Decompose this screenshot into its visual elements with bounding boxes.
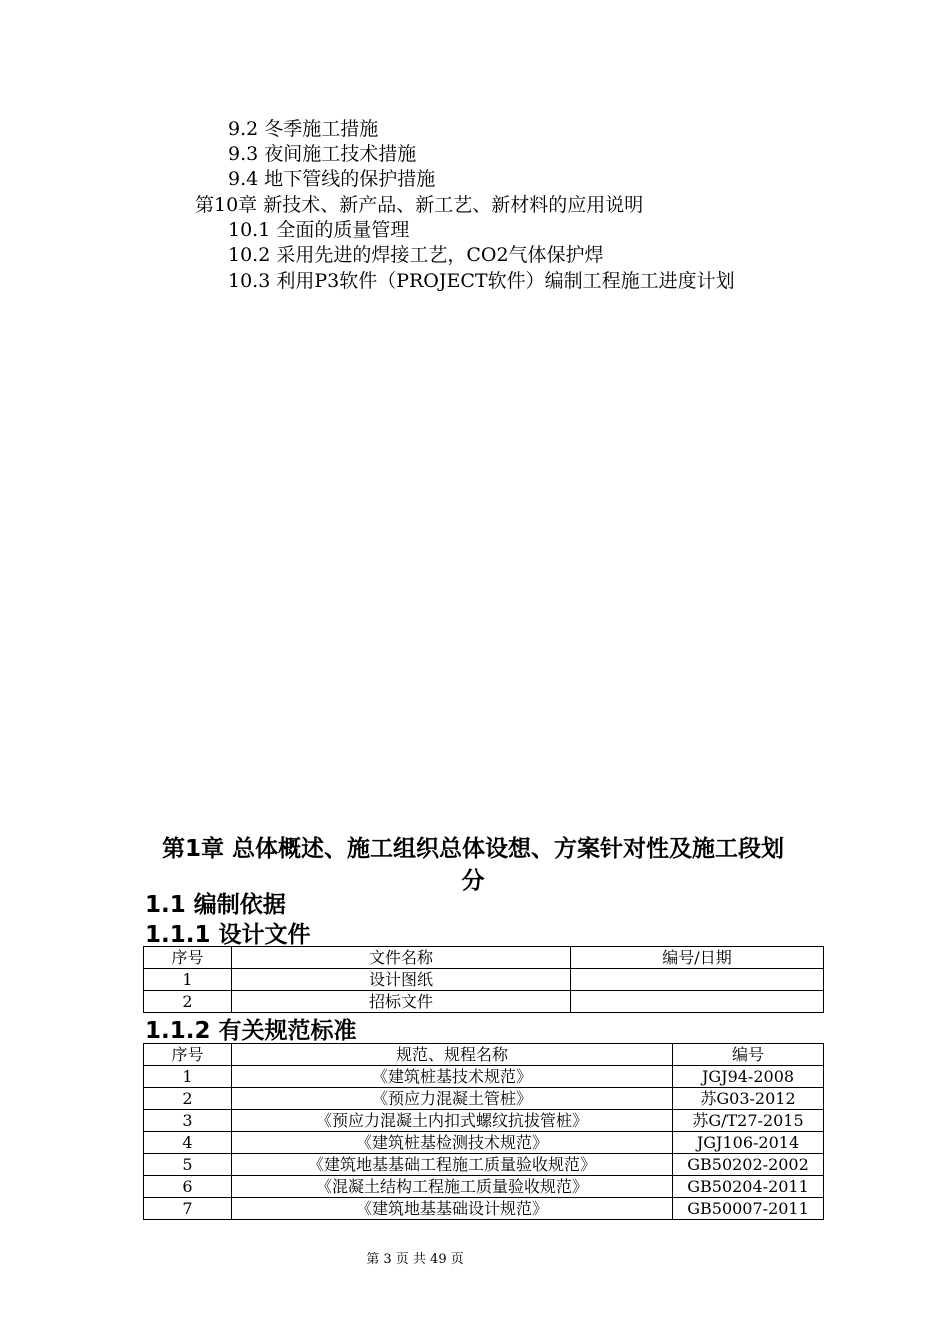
table-cell: 3 bbox=[144, 1110, 232, 1132]
table-cell: JGJ94-2008 bbox=[673, 1066, 824, 1088]
table-cell: 设计图纸 bbox=[232, 969, 571, 991]
table-row bbox=[144, 1132, 824, 1154]
table-row bbox=[144, 969, 824, 991]
table-row bbox=[144, 1154, 824, 1176]
design-documents-table bbox=[143, 946, 824, 1013]
table-row bbox=[144, 991, 824, 1013]
chapter-title bbox=[108, 833, 838, 897]
toc-item: 9.2 冬季施工措施 bbox=[228, 118, 379, 140]
toc-item: 10.3 利用P3软件（PROJECT软件）编制工程施工进度计划 bbox=[228, 270, 735, 292]
chapter-title-line2: 分 bbox=[461, 868, 485, 894]
toc-item: 9.4 地下管线的保护措施 bbox=[228, 168, 436, 190]
header-cell: 序号 bbox=[144, 1044, 232, 1066]
table-cell: GB50202-2002 bbox=[673, 1154, 824, 1176]
table-cell: 苏G/T27-2015 bbox=[673, 1110, 824, 1132]
table-cell: GB50007-2011 bbox=[673, 1198, 824, 1220]
table-cell: 《预应力混凝土内扣式螺纹抗拔管桩》 bbox=[232, 1110, 673, 1132]
table-cell: 苏G03-2012 bbox=[673, 1088, 824, 1110]
table-cell: JGJ106-2014 bbox=[673, 1132, 824, 1154]
table-row bbox=[144, 1088, 824, 1110]
table-cell: 2 bbox=[144, 991, 232, 1013]
table-cell bbox=[571, 991, 824, 1013]
toc-item: 10.1 全面的质量管理 bbox=[228, 219, 410, 241]
table-cell: 《建筑桩基技术规范》 bbox=[232, 1066, 673, 1088]
section-heading-1-1-2: 1.1.2 有关规范标准 bbox=[145, 1018, 357, 1044]
table-cell: 7 bbox=[144, 1198, 232, 1220]
table-cell bbox=[571, 969, 824, 991]
table-cell: 《建筑地基基础工程施工质量验收规范》 bbox=[232, 1154, 673, 1176]
chapter-title-line1: 第1章 总体概述、施工组织总体设想、方案针对性及施工段划 bbox=[161, 836, 784, 862]
standards-table bbox=[143, 1043, 824, 1220]
table-cell: 《混凝土结构工程施工质量验收规范》 bbox=[232, 1176, 673, 1198]
table-row bbox=[144, 1176, 824, 1198]
table-cell: 1 bbox=[144, 1066, 232, 1088]
table-cell: 《建筑桩基检测技术规范》 bbox=[232, 1132, 673, 1154]
section-heading-1-1-1: 1.1.1 设计文件 bbox=[145, 922, 311, 948]
table-cell: 5 bbox=[144, 1154, 232, 1176]
header-cell: 规范、规程名称 bbox=[232, 1044, 673, 1066]
table-row bbox=[144, 1066, 824, 1088]
table-row bbox=[144, 1110, 824, 1132]
table-cell: 招标文件 bbox=[232, 991, 571, 1013]
toc-item: 9.3 夜间施工技术措施 bbox=[228, 143, 417, 165]
table-cell: 《预应力混凝土管桩》 bbox=[232, 1088, 673, 1110]
header-cell: 序号 bbox=[144, 947, 232, 969]
table-header-row bbox=[144, 947, 824, 969]
table-header-row bbox=[144, 1044, 824, 1066]
toc-item: 10.2 采用先进的焊接工艺，CO2气体保护焊 bbox=[228, 244, 604, 266]
table-cell: 4 bbox=[144, 1132, 232, 1154]
header-cell: 编号 bbox=[673, 1044, 824, 1066]
table-row bbox=[144, 1198, 824, 1220]
page-footer: 第 3 页 共 49 页 bbox=[366, 1252, 464, 1267]
table-cell: GB50204-2011 bbox=[673, 1176, 824, 1198]
table-cell: 2 bbox=[144, 1088, 232, 1110]
toc-chapter: 第10章 新技术、新产品、新工艺、新材料的应用说明 bbox=[195, 194, 644, 216]
table-cell: 6 bbox=[144, 1176, 232, 1198]
table-cell: 1 bbox=[144, 969, 232, 991]
header-cell: 文件名称 bbox=[232, 947, 571, 969]
header-cell: 编号/日期 bbox=[571, 947, 824, 969]
section-heading-1-1: 1.1 编制依据 bbox=[145, 892, 286, 918]
table-cell: 《建筑地基基础设计规范》 bbox=[232, 1198, 673, 1220]
